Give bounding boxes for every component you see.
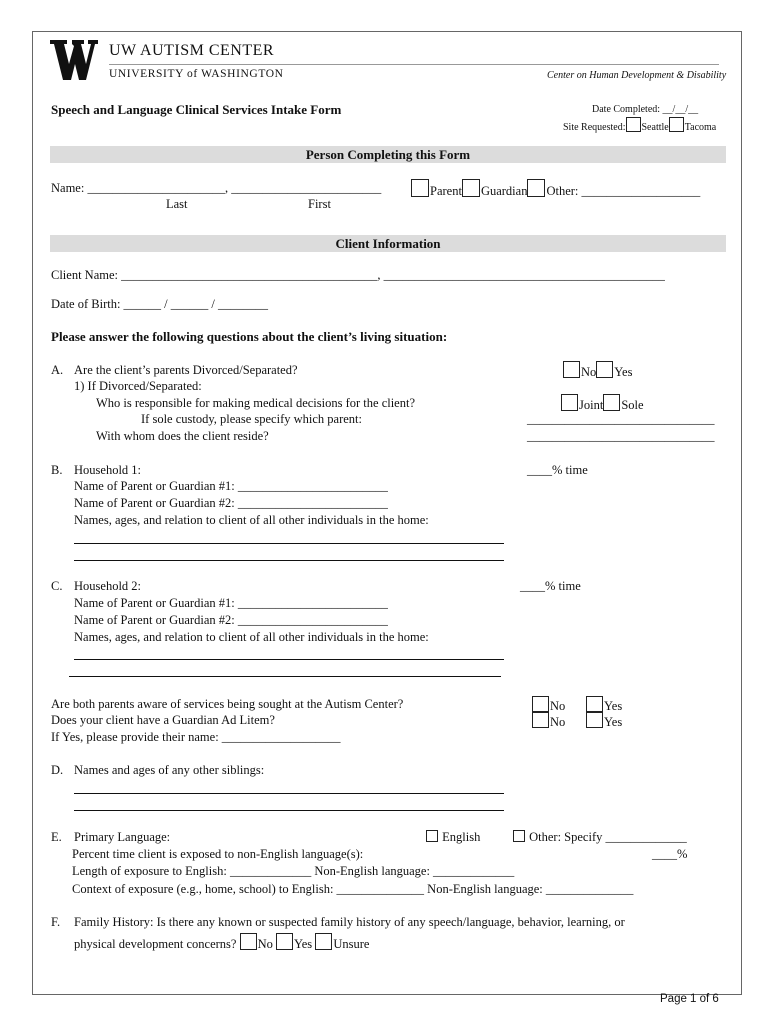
english-label: English bbox=[442, 830, 481, 844]
header-divider bbox=[109, 64, 719, 65]
siblings-line-2[interactable] bbox=[74, 810, 504, 811]
question-e-label: E. bbox=[51, 830, 62, 844]
center-name: Center on Human Development & Disability bbox=[547, 70, 727, 81]
household1-pg1[interactable]: Name of Parent or Guardian #1: ________________________ bbox=[74, 479, 388, 493]
other-checkbox[interactable] bbox=[527, 179, 545, 197]
sole-label: Sole bbox=[621, 398, 644, 412]
household2-pg2[interactable]: Name of Parent or Guardian #2: ________________________ bbox=[74, 613, 388, 627]
aware-yes-checkbox[interactable] bbox=[586, 696, 603, 712]
family-no-checkbox[interactable] bbox=[240, 933, 257, 950]
percent-exposure-field[interactable]: ____% bbox=[652, 847, 688, 861]
question-c-label: C. bbox=[51, 579, 63, 593]
question-b-label: B. bbox=[51, 463, 63, 477]
family-history-question: physical development concerns? bbox=[74, 937, 237, 951]
aware-no-checkbox[interactable] bbox=[532, 696, 549, 712]
gal-no-checkbox[interactable] bbox=[532, 712, 549, 728]
english-option bbox=[425, 830, 480, 845]
household1-line-2[interactable] bbox=[74, 560, 504, 561]
gal-yes bbox=[586, 712, 622, 730]
section-heading-person: Person Completing this Form bbox=[50, 146, 726, 163]
household2-title: Household 2: bbox=[74, 579, 142, 593]
other-label[interactable]: Other: ___________________ bbox=[546, 184, 701, 198]
family-yes-checkbox[interactable] bbox=[276, 933, 293, 950]
household2-line-1[interactable] bbox=[74, 659, 504, 660]
page-number: Page 1 of 6 bbox=[660, 993, 719, 1005]
gal-no bbox=[532, 712, 565, 730]
joint-label: Joint bbox=[579, 398, 604, 412]
question-a-sub2: Who is responsible for making medical decisions for the client? bbox=[96, 396, 416, 410]
question-a-options bbox=[563, 361, 632, 380]
form-title: Speech and Language Clinical Services Intake Form bbox=[51, 102, 342, 117]
dob-field[interactable]: Date of Birth: ______ / ______ / ________ bbox=[51, 297, 268, 311]
other-language-option bbox=[512, 830, 687, 845]
household1-line-1[interactable] bbox=[74, 543, 504, 544]
first-label: First bbox=[308, 197, 331, 211]
household2-names-label: Names, ages, and relation to client of all other individuals in the home: bbox=[74, 630, 429, 644]
family-history-line1: Family History: Is there any known or suspected family history of any speech/language, behavior, learning, or bbox=[74, 915, 625, 929]
aware-question: Are both parents aware of services being sought at the Autism Center? bbox=[51, 697, 404, 711]
last-label: Last bbox=[166, 197, 188, 211]
question-a-sub4: With whom does the client reside? bbox=[96, 429, 269, 443]
question-a-sub1: 1) If Divorced/Separated: bbox=[74, 379, 202, 393]
site-requested-label: Site Requested: bbox=[563, 122, 626, 133]
question-d-label: D. bbox=[51, 763, 64, 777]
other-language-checkbox[interactable] bbox=[513, 830, 525, 842]
tacoma-label: Tacoma bbox=[684, 122, 717, 133]
question-f-label: F. bbox=[51, 915, 61, 929]
percent-exposure-label: Percent time client is exposed to non-English language(s): bbox=[72, 847, 364, 861]
org-name: UW AUTISM CENTER bbox=[109, 42, 275, 59]
guardian-checkbox[interactable] bbox=[462, 179, 480, 197]
reside-field[interactable]: ______________________________ bbox=[527, 429, 715, 443]
household1-pg2[interactable]: Name of Parent or Guardian #2: ________________________ bbox=[74, 496, 388, 510]
household1-title: Household 1: bbox=[74, 463, 142, 477]
parent-checkbox[interactable] bbox=[411, 179, 429, 197]
relationship-options bbox=[411, 179, 700, 199]
family-yes-label: Yes bbox=[293, 937, 313, 951]
context-exposure-field[interactable]: Context of exposure (e.g., home, school) to English: ______________ Non-English language: ______________ bbox=[72, 882, 634, 896]
seattle-checkbox[interactable] bbox=[626, 117, 641, 132]
family-no-label: No bbox=[257, 937, 273, 951]
person-name-field[interactable]: Name: ______________________, ________________________ bbox=[51, 181, 382, 195]
section-heading-client: Client Information bbox=[50, 235, 726, 252]
site-requested bbox=[563, 117, 716, 133]
household1-names-label: Names, ages, and relation to client of all other individuals in the home: bbox=[74, 513, 429, 527]
guardian-ad-litem-name[interactable]: If Yes, please provide their name: ___________________ bbox=[51, 730, 341, 744]
english-checkbox[interactable] bbox=[426, 830, 438, 842]
gal-yes-label: Yes bbox=[604, 715, 623, 729]
primary-language-label: Primary Language: bbox=[74, 830, 171, 844]
uw-logo-icon bbox=[50, 40, 98, 80]
divorced-yes-checkbox[interactable] bbox=[596, 361, 613, 378]
guardian-label: Guardian bbox=[480, 184, 528, 198]
parent-label: Parent bbox=[430, 184, 462, 198]
siblings-label: Names and ages of any other siblings: bbox=[74, 763, 265, 777]
family-unsure-checkbox[interactable] bbox=[315, 933, 332, 950]
family-history-line2 bbox=[74, 933, 369, 952]
living-situation-instructions: Please answer the following questions about the client’s living situation: bbox=[51, 329, 448, 344]
household1-time[interactable]: ____% time bbox=[527, 463, 588, 477]
date-completed: Date Completed: __/__/__ bbox=[592, 104, 699, 115]
gal-no-label: No bbox=[550, 715, 566, 729]
university-name: UNIVERSITY of WASHINGTON bbox=[109, 68, 284, 80]
divorced-no-checkbox[interactable] bbox=[563, 361, 580, 378]
question-a-sub3: If sole custody, please specify which parent: bbox=[141, 412, 362, 426]
family-unsure-label: Unsure bbox=[333, 937, 370, 951]
household2-time[interactable]: ____% time bbox=[520, 579, 581, 593]
aware-no-label: No bbox=[550, 699, 566, 713]
divorced-yes-label: Yes bbox=[614, 365, 633, 379]
seattle-label: Seattle bbox=[641, 122, 669, 133]
sole-checkbox[interactable] bbox=[603, 394, 620, 411]
gal-yes-checkbox[interactable] bbox=[586, 712, 603, 728]
custody-options bbox=[561, 394, 644, 413]
aware-yes-label: Yes bbox=[604, 699, 623, 713]
sole-parent-field[interactable]: ______________________________ bbox=[527, 412, 715, 426]
guardian-ad-litem-question: Does your client have a Guardian Ad Litem? bbox=[51, 713, 275, 727]
joint-checkbox[interactable] bbox=[561, 394, 578, 411]
siblings-line-1[interactable] bbox=[74, 793, 504, 794]
length-exposure-field[interactable]: Length of exposure to English: _____________ Non-English language: _____________ bbox=[72, 864, 515, 878]
question-a-label: A. bbox=[51, 363, 64, 377]
household2-line-2[interactable] bbox=[69, 676, 501, 677]
other-language-label[interactable]: Other: Specify _____________ bbox=[529, 830, 687, 844]
client-name-field[interactable]: Client Name: _________________________________________, _____________________________________________ bbox=[51, 268, 665, 282]
tacoma-checkbox[interactable] bbox=[669, 117, 684, 132]
divorced-no-label: No bbox=[581, 365, 597, 379]
household2-pg1[interactable]: Name of Parent or Guardian #1: ________________________ bbox=[74, 596, 388, 610]
question-a-text: Are the client’s parents Divorced/Separated? bbox=[74, 363, 298, 377]
